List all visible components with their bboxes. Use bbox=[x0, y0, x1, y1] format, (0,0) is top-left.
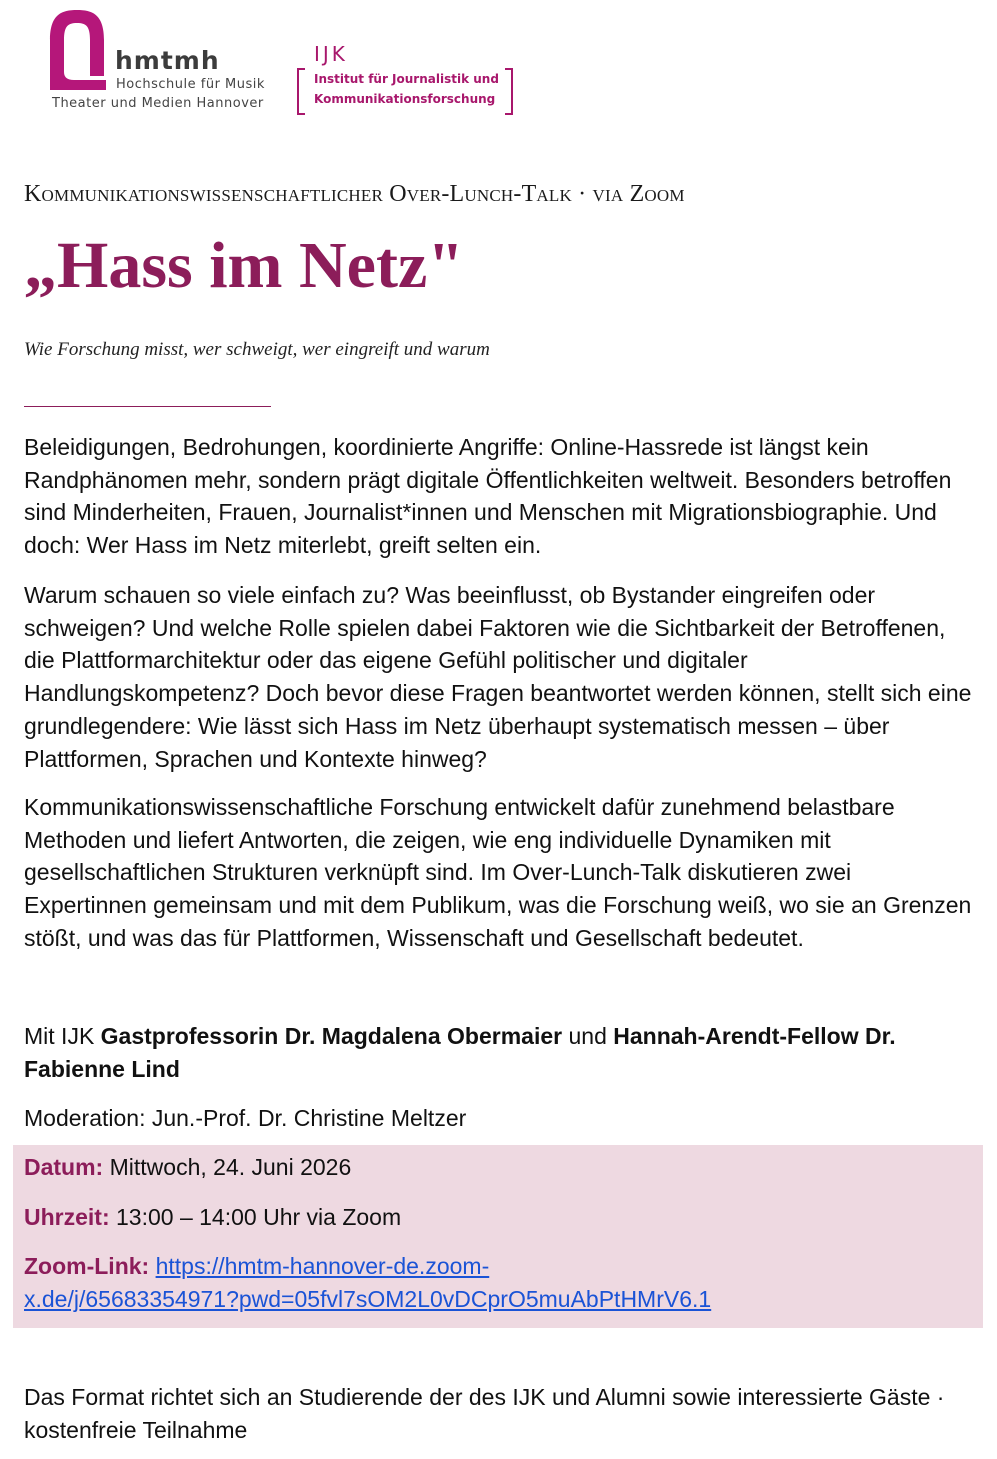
event-kicker: Kommunikationswissenschaftlicher Over-Lunch-Talk · via Zoom bbox=[24, 181, 685, 207]
zoom-link-line2: x.de/j/65683354971?pwd=05fvl7sOM2L0vDCprO5muAbPtHMrV6.1 bbox=[24, 1285, 712, 1312]
date-label: Datum: bbox=[24, 1154, 104, 1180]
date-row bbox=[24, 1151, 964, 1184]
zoom-row bbox=[24, 1250, 964, 1315]
hmtmh-logo-line1: Hochschule für Musik bbox=[116, 77, 265, 92]
ijk-logo-bracket-right bbox=[505, 68, 513, 115]
time-label: Uhrzeit: bbox=[24, 1204, 110, 1230]
hmtmh-logo-line2: Theater und Medien Hannover bbox=[52, 96, 264, 111]
moderation-line: Moderation: Jun.-Prof. Dr. Christine Meltzer bbox=[24, 1105, 467, 1131]
speakers-connector: und bbox=[562, 1023, 614, 1049]
audience-note: Das Format richtet sich an Studierende der des IJK und Alumni sowie interessierte Gäste · kostenfreie Teilnahme bbox=[24, 1384, 945, 1443]
intro-paragraph: Beleidigungen, Bedrohungen, koordinierte Angriffe: Online-Hassrede ist längst kein Randphänomen mehr, sondern prägt digitale Öffentlichkeiten weltweit. Besonders betroffen sind Minderheiten, Frauen, Journalist*innen und Menschen mit Migrationsbiographie. Und doch: Wer Hass im Netz miterlebt, greift selten ein. bbox=[24, 434, 952, 559]
divider-rule bbox=[24, 406, 271, 407]
ijk-logo-line2: Kommunikationsforschung bbox=[314, 92, 496, 106]
ijk-logo-bracket-left bbox=[297, 68, 305, 115]
event-details-box bbox=[13, 1145, 983, 1328]
time-value: 13:00 – 14:00 Uhr via Zoom bbox=[109, 1204, 402, 1230]
time-row bbox=[24, 1201, 964, 1234]
hmtmh-logo-name: hmtmh bbox=[115, 46, 220, 75]
speaker-obermaier: Gastprofessorin Dr. Magdalena Obermaier bbox=[100, 1023, 563, 1049]
ijk-logo-line1: Institut für Journalistik und bbox=[314, 72, 499, 86]
speakers-prefix: Mit IJK bbox=[24, 1023, 101, 1049]
ijk-logo bbox=[297, 40, 517, 116]
hmtmh-logo bbox=[44, 10, 294, 115]
research-paragraph: Kommunikationswissenschaftliche Forschung entwickelt dafür zunehmend belastbare Methoden und liefert Antworten, die zeigen, wie eng individuelle Dynamiken mit gesellschaftlichen Strukturen verknüpft sind. Im Over-Lunch-Talk diskutieren zwei Expertinnen gemeinsam und mit dem Publikum, was die Forschung weiß, wo sie an Grenzen stößt, und was das für Plattformen, Wissenschaft und Gesellschaft bedeutet. bbox=[24, 794, 972, 951]
event-subtitle: Wie Forschung misst, wer schweigt, wer eingreift und warum bbox=[24, 339, 490, 360]
hmtmh-logo-mark bbox=[44, 10, 110, 90]
questions-paragraph: Warum schauen so viele einfach zu? Was beeinflusst, ob Bystander eingreifen oder schweigen? Und welche Rolle spielen dabei Faktoren wie die Sichtbarkeit der Betroffenen, die Plattformarchitektur oder das eigene Gefühl politischer und digitaler Handlungskompetenz? Doch bevor diese Fragen beantwortet werden können, stellt sich eine grundlegendere: Wie lässt sich Hass im Netz überhaupt systematisch messen – über Plattformen, Sprachen und Kontexte hinweg? bbox=[24, 582, 972, 772]
zoom-link-line1: https://hmtm-hannover-de.zoom- bbox=[155, 1253, 490, 1279]
speaker-lind: Hannah-Arendt-Fellow Dr. Fabienne Lind bbox=[24, 1023, 896, 1082]
date-value: Mittwoch, 24. Juni 2026 bbox=[103, 1154, 352, 1180]
zoom-label: Zoom-Link: bbox=[24, 1253, 150, 1279]
speakers-line bbox=[24, 1020, 974, 1085]
ijk-logo-name: IJK bbox=[314, 42, 348, 66]
event-title: „Hass im Netz" bbox=[24, 229, 464, 302]
